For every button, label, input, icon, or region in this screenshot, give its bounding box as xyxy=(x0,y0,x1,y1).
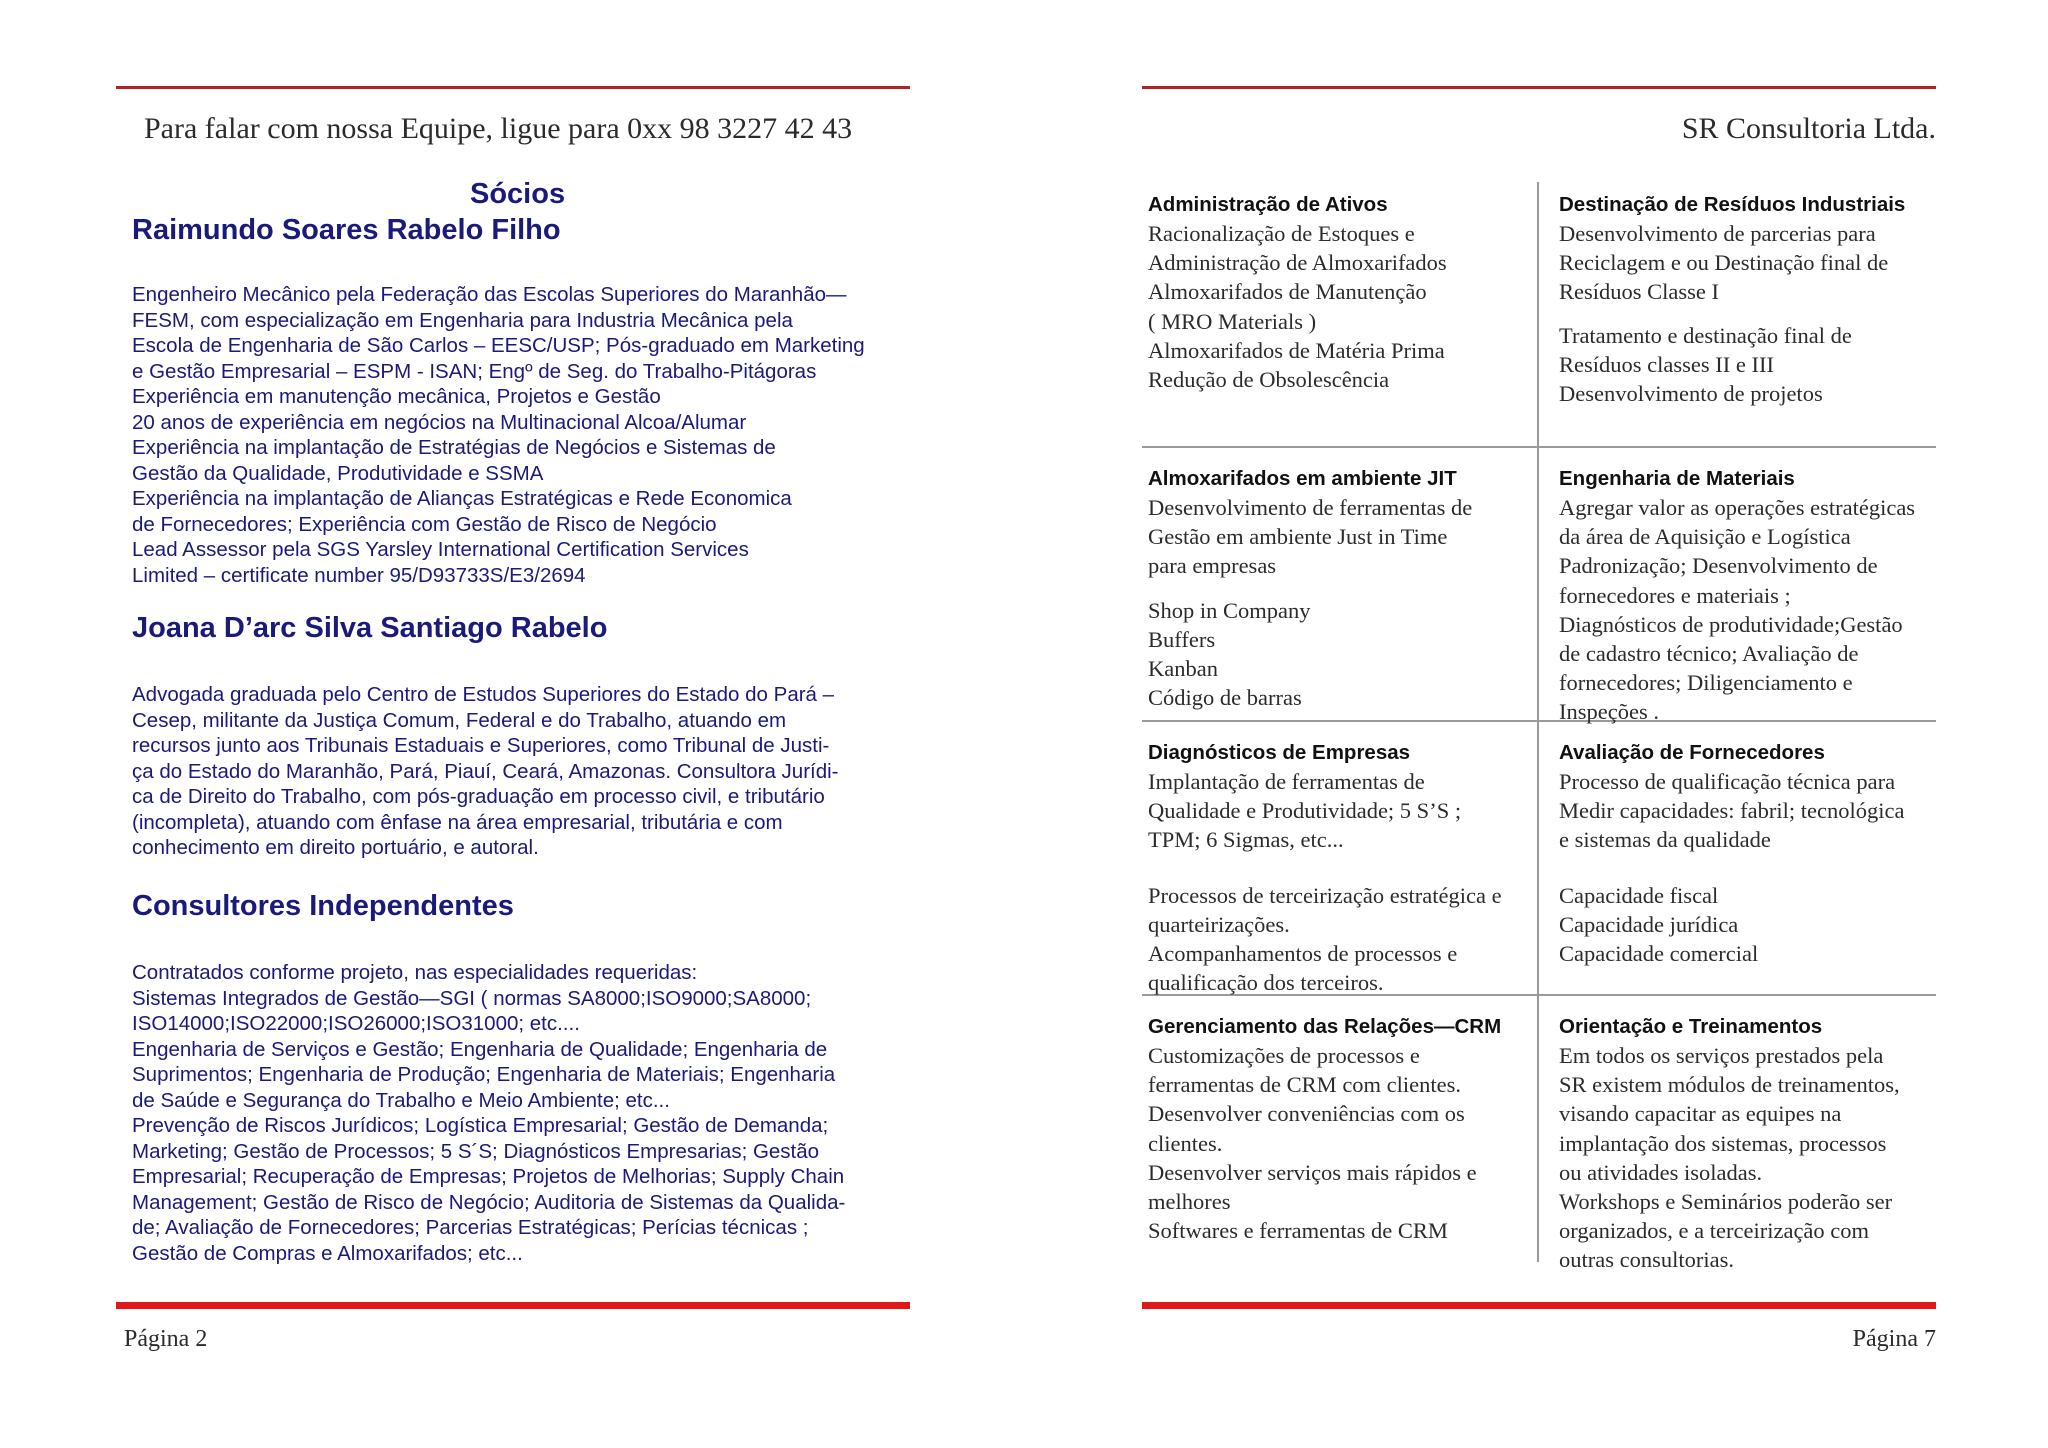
cell-line: Processo de qualificação técnica para xyxy=(1559,769,1896,794)
bio-line: Limited – certificate number 95/D93733S/E3/2694 xyxy=(132,563,586,587)
cell-line: Padronização; Desenvolvimento de xyxy=(1559,553,1878,579)
cell-line: organizados, e a terceirização com xyxy=(1559,1218,1870,1244)
cell-title: Avaliação de Fornecedores xyxy=(1559,741,1825,764)
bottom-rule xyxy=(1142,1302,1936,1309)
body-line: Gestão de Compras e Almoxarifados; etc... xyxy=(132,1241,523,1265)
cell-line: Capacidade fiscal xyxy=(1559,882,1719,908)
partner-name-2: Joana D’arc Silva Santiago Rabelo xyxy=(132,612,608,644)
body-line: Engenharia de Serviços e Gestão; Engenharia de Qualidade; Engenharia de xyxy=(132,1037,828,1061)
cell-title: Destinação de Resíduos Industriais xyxy=(1559,193,1906,216)
cell-title: Administração de Ativos xyxy=(1148,193,1388,216)
partner-bio-1 xyxy=(132,282,902,588)
cell-title: Diagnósticos de Empresas xyxy=(1148,741,1411,764)
right-page xyxy=(1024,0,2048,1448)
service-cell-waste-disposal xyxy=(1559,190,1944,408)
cell-line: Almoxarifados de Matéria Prima xyxy=(1148,337,1445,363)
cell-line: Código de barras xyxy=(1148,685,1302,711)
service-cell-materials-engineering xyxy=(1559,464,1944,727)
cell-line: Capacidade comercial xyxy=(1559,941,1759,967)
cell-line: Reciclagem e ou Destinação final de xyxy=(1559,250,1889,276)
body-line: Marketing; Gestão de Processos; 5 S´S; Diagnósticos Empresarias; Gestão xyxy=(132,1139,820,1163)
cell-line: fornecedores e materiais ; xyxy=(1559,582,1791,608)
spacer xyxy=(1559,855,1944,881)
cell-line: Diagnósticos de produtividade;Gestão xyxy=(1559,611,1903,637)
cell-line: Administração de Almoxarifados xyxy=(1148,250,1447,276)
cell-line: Acompanhamentos de processos e xyxy=(1148,941,1458,967)
cell-line: Customizações de processos e xyxy=(1148,1043,1420,1068)
cell-line: Inspeções . xyxy=(1559,699,1659,725)
bio-line: FESM, com especialização em Engenharia para Industria Mecânica pela xyxy=(132,308,793,332)
cell-line: ou atividades isoladas. xyxy=(1559,1159,1763,1185)
body-line: Empresarial; Recuperação de Empresas; Projetos de Melhorias; Supply Chain xyxy=(132,1165,845,1188)
cell-line: Resíduos classes II e III xyxy=(1559,351,1774,377)
cell-line: Desenvolver conveniências com os xyxy=(1148,1101,1465,1127)
bio-line: Lead Assessor pela SGS Yarsley International Certification Services xyxy=(132,538,749,561)
bio-line: (incompleta), atuando com ênfase na área empresarial, tributária e com xyxy=(132,810,783,834)
bio-line: Engenheiro Mecânico pela Federação das Escolas Superiores do Maranhão— xyxy=(132,283,847,306)
service-cell-jit-warehouses xyxy=(1148,464,1533,712)
partner-name-1: Raimundo Soares Rabelo Filho xyxy=(132,214,561,246)
body-line: Contratados conforme projeto, nas especialidades requeridas: xyxy=(132,961,698,984)
spacer xyxy=(1148,855,1533,881)
cell-line: ferramentas de CRM com clientes. xyxy=(1148,1072,1462,1098)
cell-line: Softwares e ferramentas de CRM xyxy=(1148,1218,1448,1244)
cell-line: fornecedores; Diligenciamento e xyxy=(1559,670,1853,696)
service-cell-crm xyxy=(1148,1012,1533,1245)
cell-line: Desenvolver serviços mais rápidos e xyxy=(1148,1159,1477,1185)
service-cell-supplier-evaluation xyxy=(1559,738,1944,968)
cell-line: clientes. xyxy=(1148,1130,1223,1156)
bio-line: recursos junto aos Tribunais Estaduais e Superiores, como Tribunal de Justi- xyxy=(132,734,830,757)
cell-line: implantação dos sistemas, processos xyxy=(1559,1130,1887,1156)
grid-vertical-divider xyxy=(1537,182,1539,1262)
service-cell-asset-management xyxy=(1148,190,1533,394)
bio-line: ca de Direito do Trabalho, com pós-graduação em processo civil, e tributário xyxy=(132,785,825,808)
cell-title: Orientação e Treinamentos xyxy=(1559,1015,1823,1038)
cell-line: Desenvolvimento de parcerias para xyxy=(1559,221,1876,246)
bio-line: e Gestão Empresarial – ESPM - ISAN; Engº de Seg. do Trabalho-Pitágoras xyxy=(132,359,817,383)
cell-line: ( MRO Materials ) xyxy=(1148,308,1317,334)
cell-line: Gestão em ambiente Just in Time xyxy=(1148,524,1448,550)
cell-line: SR existem módulos de treinamentos, xyxy=(1559,1072,1900,1098)
bio-line: 20 anos de experiência em negócios na Multinacional Alcoa/Alumar xyxy=(132,410,747,434)
cell-line: e sistemas da qualidade xyxy=(1559,827,1771,853)
spacer xyxy=(1148,581,1533,596)
bottom-rule xyxy=(116,1302,910,1309)
cell-line: Buffers xyxy=(1148,626,1216,652)
service-cell-training xyxy=(1559,1012,1944,1275)
bio-line: Advogada graduada pelo Centro de Estudos Superiores do Estado do Pará – xyxy=(132,683,835,706)
body-line: ISO14000;ISO22000;ISO26000;ISO31000; etc.... xyxy=(132,1012,580,1035)
bio-line: Cesep, militante da Justiça Comum, Federal e do Trabalho, atuando em xyxy=(132,708,787,732)
consultants-body xyxy=(132,960,902,1266)
page-number: Página 2 xyxy=(124,1326,208,1352)
body-line: Management; Gestão de Risco de Negócio; Auditoria de Sistemas da Qualida- xyxy=(132,1190,846,1214)
cell-line: Shop in Company xyxy=(1148,597,1311,623)
cell-line: Redução de Obsolescência xyxy=(1148,367,1390,393)
cell-line: Capacidade jurídica xyxy=(1559,911,1739,937)
body-line: de Saúde e Segurança do Trabalho e Meio Ambiente; etc... xyxy=(132,1088,670,1112)
cell-line: TPM; 6 Sigmas, etc... xyxy=(1148,827,1344,853)
cell-line: Desenvolvimento de projetos xyxy=(1559,381,1823,407)
bio-line: ça do Estado do Maranhão, Pará, Piauí, Ceará, Amazonas. Consultora Jurídi- xyxy=(132,759,839,783)
bio-line: Gestão da Qualidade, Produtividade e SSMA xyxy=(132,461,544,485)
cell-line: Processos de terceirização estratégica e xyxy=(1148,882,1502,908)
bio-line: Experiência na implantação de Alianças Estratégicas e Rede Economica xyxy=(132,487,792,510)
cell-line: Agregar valor as operações estratégicas xyxy=(1559,495,1916,520)
page-header: SR Consultoria Ltda. xyxy=(1681,112,1936,145)
top-rule xyxy=(116,86,910,89)
cell-line: Kanban xyxy=(1148,656,1218,682)
cell-line: Medir capacidades: fabril; tecnológica xyxy=(1559,798,1905,824)
bio-line: de Fornecedores; Experiência com Gestão de Risco de Negócio xyxy=(132,512,717,536)
bio-line: Experiência na implantação de Estratégias de Negócios e Sistemas de xyxy=(132,436,776,459)
body-line: Suprimentos; Engenharia de Produção; Engenharia de Materiais; Engenharia xyxy=(132,1063,836,1086)
cell-line: Workshops e Seminários poderão ser xyxy=(1559,1189,1893,1215)
service-cell-company-diagnostics xyxy=(1148,738,1533,997)
cell-line: Resíduos Classe I xyxy=(1559,279,1719,305)
cell-line: de cadastro técnico; Avaliação de xyxy=(1559,641,1859,667)
cell-line: Implantação de ferramentas de xyxy=(1148,769,1425,794)
cell-line: Em todos os serviços prestados pela xyxy=(1559,1043,1884,1068)
bio-line: Escola de Engenharia de São Carlos – EESC/USP; Pós-graduado em Marketing xyxy=(132,334,865,357)
cell-line: Almoxarifados de Manutenção xyxy=(1148,279,1427,305)
cell-line: melhores xyxy=(1148,1189,1231,1215)
grid-divider xyxy=(1142,446,1936,448)
partner-bio-2 xyxy=(132,682,902,861)
cell-line: Desenvolvimento de ferramentas de xyxy=(1148,495,1473,520)
spacer xyxy=(1559,307,1944,321)
cell-line: da área de Aquisição e Logística xyxy=(1559,524,1851,550)
body-line: Sistemas Integrados de Gestão—SGI ( normas SA8000;ISO9000;SA8000; xyxy=(132,986,812,1010)
cell-line: qualificação dos terceiros. xyxy=(1148,970,1384,996)
cell-title: Almoxarifados em ambiente JIT xyxy=(1148,467,1457,490)
page-header: Para falar com nossa Equipe, ligue para 0xx 98 3227 42 43 xyxy=(144,112,853,145)
section-title-consultants: Consultores Independentes xyxy=(132,890,514,922)
cell-line: Racionalização de Estoques e xyxy=(1148,221,1415,246)
cell-title: Engenharia de Materiais xyxy=(1559,467,1795,490)
cell-title: Gerenciamento das Relações—CRM xyxy=(1148,1015,1502,1038)
cell-line: Tratamento e destinação final de xyxy=(1559,322,1852,348)
section-title-socios: Sócios xyxy=(470,178,566,210)
page-number: Página 7 xyxy=(1852,1326,1936,1352)
body-line: Prevenção de Riscos Jurídicos; Logística Empresarial; Gestão de Demanda; xyxy=(132,1114,829,1137)
cell-line: para empresas xyxy=(1148,553,1277,579)
bio-line: conhecimento em direito portuário, e autoral. xyxy=(132,836,539,859)
cell-line: visando capacitar as equipes na xyxy=(1559,1101,1842,1127)
cell-line: outras consultorias. xyxy=(1559,1247,1734,1273)
bio-line: Experiência em manutenção mecânica, Projetos e Gestão xyxy=(132,385,661,408)
body-line: de; Avaliação de Fornecedores; Parcerias Estratégicas; Perícias técnicas ; xyxy=(132,1216,809,1239)
cell-line: quarteirizações. xyxy=(1148,911,1290,937)
top-rule xyxy=(1142,86,1936,89)
cell-line: Qualidade e Produtividade; 5 S’S ; xyxy=(1148,798,1462,824)
